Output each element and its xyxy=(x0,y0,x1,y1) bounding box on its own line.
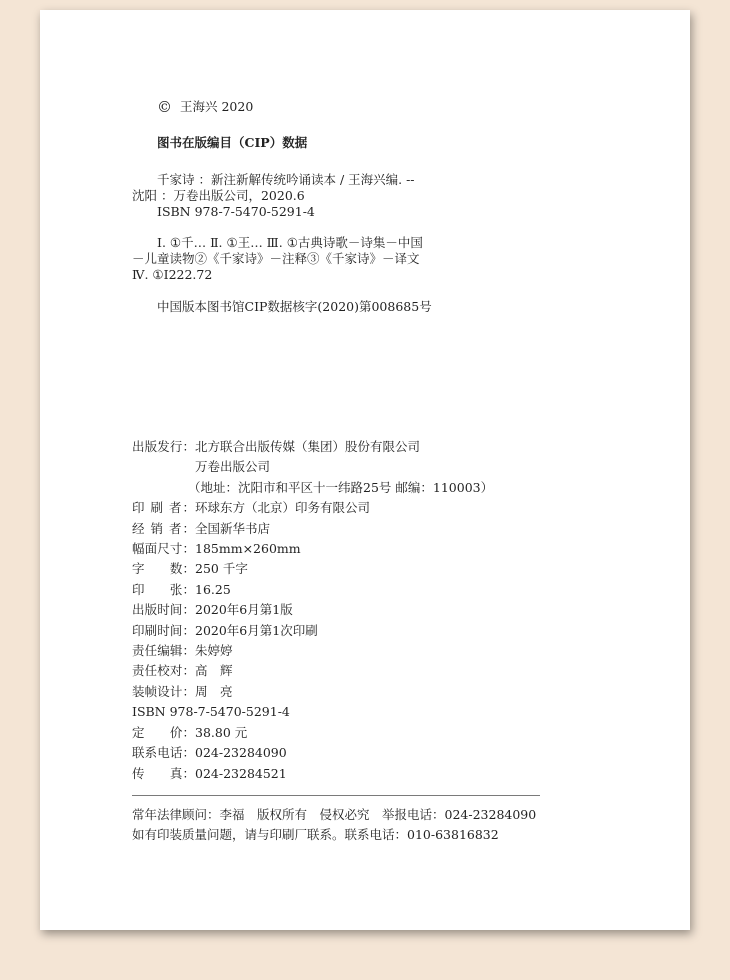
cip-classification-line: Ⅳ. ①I222.72 xyxy=(132,267,213,282)
colophon-row-sheets xyxy=(132,580,493,600)
cip-classification-line: －儿童读物②《千家诗》－注释③《千家诗》－译文 xyxy=(132,251,420,266)
colophon-value: 250 千字 xyxy=(195,561,248,577)
colophon-label: 印 张： xyxy=(132,581,195,597)
colophon-row-proofreader xyxy=(132,661,493,681)
colophon-value: 16.25 xyxy=(195,581,231,597)
colophon-value: 北方联合出版传媒（集团）股份有限公司 xyxy=(195,439,421,454)
colophon-label: 幅面尺寸： xyxy=(132,541,195,557)
cip-classification-line: Ⅰ. ①千… Ⅱ. ①王… Ⅲ. ①古典诗歌－诗集－中国 xyxy=(157,235,423,250)
colophon-label: 印刷时间： xyxy=(132,622,195,638)
footer-quality-line: 如有印装质量问题，请与印刷厂联系。联系电话：010-63816832 xyxy=(132,826,499,842)
colophon-value: 2020年6月第1版 xyxy=(195,602,293,618)
cip-title: 图书在版编目（CIP）数据 xyxy=(157,135,308,150)
colophon-row-isbn xyxy=(132,702,493,722)
copyright-line xyxy=(157,99,253,115)
colophon-row-publisher-cont xyxy=(132,457,493,477)
colophon-value: 环球东方（北京）印务有限公司 xyxy=(195,500,371,516)
colophon-row-fax xyxy=(132,764,493,784)
colophon-value: 38.80 元 xyxy=(195,724,248,740)
colophon-value: 万卷出版公司 xyxy=(195,459,271,475)
colophon-label: 装帧设计： xyxy=(132,683,195,699)
colophon xyxy=(132,437,493,784)
colophon-label: 出版发行： xyxy=(132,439,195,454)
copyright-symbol: © xyxy=(157,98,172,116)
colophon-value: 185mm×260mm xyxy=(195,541,301,557)
colophon-value: （地址：沈阳市和平区十一纬路25号 邮编：110003） xyxy=(188,479,494,495)
colophon-row-publish-date xyxy=(132,600,493,620)
cip-number: 中国版本图书馆CIP数据核字(2020)第008685号 xyxy=(157,299,432,314)
colophon-row-publisher xyxy=(132,437,493,457)
colophon-label: 传 真： xyxy=(132,765,195,781)
colophon-value: 朱婷婷 xyxy=(195,643,233,659)
cip-record xyxy=(132,172,415,220)
cip-record-isbn: ISBN 978-7-5470-5291-4 xyxy=(157,204,315,219)
colophon-row-designer xyxy=(132,682,493,702)
colophon-row-editor xyxy=(132,641,493,661)
colophon-value: 024-23284090 xyxy=(195,745,287,761)
colophon-value: 024-23284521 xyxy=(195,765,287,781)
colophon-row-print-date xyxy=(132,621,493,641)
colophon-row-address xyxy=(132,478,493,498)
colophon-value: 2020年6月第1次印刷 xyxy=(195,622,318,638)
colophon-value: 全国新华书店 xyxy=(195,520,271,536)
cip-record-line: 沈阳 ：万卷出版公司，2020.6 xyxy=(132,188,305,203)
cip-classification xyxy=(132,235,423,283)
colophon-row-printer xyxy=(132,498,493,518)
colophon-label: 责任校对： xyxy=(132,663,195,679)
colophon-label: 经 销 者： xyxy=(132,520,195,536)
colophon-value: 高 辉 xyxy=(195,663,233,679)
copyright-holder-year: 王海兴 2020 xyxy=(180,99,254,114)
footer-legal-line: 常年法律顾问：李福 版权所有 侵权必究 举报电话：024-23284090 xyxy=(132,807,537,822)
colophon-value: 周 亮 xyxy=(195,683,233,699)
cip-record-line: 千家诗 ：新注新解传统吟诵读本 / 王海兴编. -- xyxy=(157,172,415,187)
colophon-label: 出版时间： xyxy=(132,602,195,618)
divider-line xyxy=(132,795,540,796)
colophon-row-word-count xyxy=(132,559,493,579)
colophon-label: 联系电话： xyxy=(132,745,195,761)
footer-notes xyxy=(132,805,536,844)
colophon-row-phone xyxy=(132,743,493,763)
colophon-row-price xyxy=(132,723,493,743)
colophon-label: 印 刷 者： xyxy=(132,500,195,516)
colophon-row-format xyxy=(132,539,493,559)
colophon-label: 责任编辑： xyxy=(132,643,195,659)
colophon-value: ISBN 978-7-5470-5291-4 xyxy=(132,704,290,720)
colophon-label: 定 价： xyxy=(132,724,195,740)
colophon-label: 字 数： xyxy=(132,561,195,577)
colophon-row-distributor xyxy=(132,519,493,539)
